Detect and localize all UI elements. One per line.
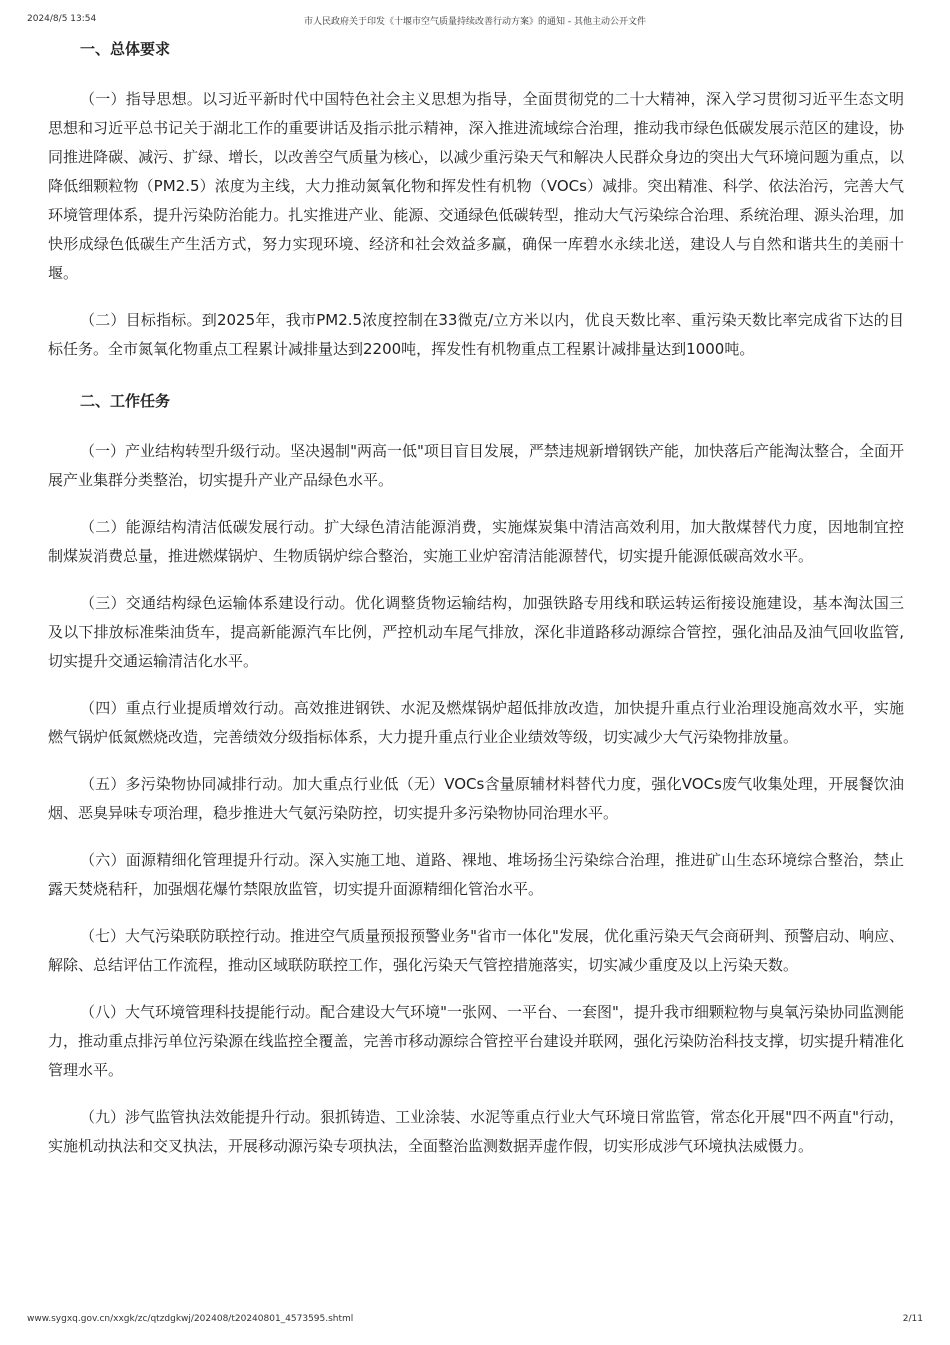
paragraph-task-1: （一）产业结构转型升级行动。坚决遏制"两高一低"项目盲目发展，严禁违规新增钢铁产能，加快落后产能淘汰整合，全面开展产业集群分类整治，切实提升产业产品绿色水平。 bbox=[48, 442, 904, 489]
paragraph-task-2: （二）能源结构清洁低碳发展行动。扩大绿色清洁能源消费，实施煤炭集中清洁高效利用，加大散煤替代力度，因地制宜控制煤炭消费总量，推进燃煤锅炉、生物质锅炉综合整治，实施工业炉窑清洁能源替代，切实提升能源低碳高效水平。 bbox=[48, 518, 904, 565]
print-footer bbox=[27, 1314, 923, 1328]
paragraph-target-indicators: （二）目标指标。到2025年，我市PM2.5浓度控制在33微克/立方米以内，优良天数比率、重污染天数比率完成省下达的目标任务。全市氮氧化物重点工程累计减排量达到2200吨，挥发性有机物重点工程累计减排量达到1000吨。 bbox=[48, 311, 904, 358]
section-heading-general-requirements: 一、总体要求 bbox=[80, 40, 171, 58]
paragraph-task-6: （六）面源精细化管理提升行动。深入实施工地、道路、裸地、堆场扬尘污染综合治理，推进矿山生态环境综合整治，禁止露天焚烧秸秆，加强烟花爆竹禁限放监管，切实提升面源精细化管治水平。 bbox=[48, 851, 904, 898]
page-url: www.sygxq.gov.cn/xxgk/zc/qtzdgkwj/202408/t20240801_4573595.shtml bbox=[27, 1314, 354, 1324]
paragraph-guiding-ideology: （一）指导思想。以习近平新时代中国特色社会主义思想为指导，全面贯彻党的二十大精神，深入学习贯彻习近平生态文明思想和习近平总书记关于湖北工作的重要讲话及指示批示精神，深入推进流域综合治理，推动我市绿色低碳发展示范区的建设，协同推进降碳、减污、扩绿、增长，以改善空气质量为核心，以减少重污染天气和解决人民群众身边的突出大气环境问题为重点，以降低细颗粒物（PM2.5）浓度为主线，大力推动氮氧化物和挥发性有机物（VOCs）减排。突出精准、科学、依法治污，完善大气环境管理体系，提升污染防治能力。扎实推进产业、能源、交通绿色低碳转型，推动大气污染综合治理、系统治理、源头治理，加快形成绿色低碳生产生活方式，努力实现环境、经济和社会效益多赢，确保一库碧水永续北送，建设人与自然和谐共生的美丽十堰。 bbox=[48, 90, 904, 282]
paragraph-task-9: （九）涉气监管执法效能提升行动。狠抓铸造、工业涂装、水泥等重点行业大气环境日常监管，常态化开展"四不两直"行动，实施机动执法和交叉执法，开展移动源污染专项执法，全面整治监测数据弄虚作假，切实形成涉气环境执法威慑力。 bbox=[48, 1108, 904, 1155]
paragraph-task-8: （八）大气环境管理科技提能行动。配合建设大气环境"一张网、一平台、一套图"，提升我市细颗粒物与臭氧污染协同监测能力，推动重点排污单位污染源在线监控全覆盖，完善市移动源综合管控平台建设并联网，强化污染防治科技支撑，切实提升精准化管理水平。 bbox=[48, 1003, 904, 1079]
paragraph-task-3: （三）交通结构绿色运输体系建设行动。优化调整货物运输结构，加强铁路专用线和联运转运衔接设施建设，基本淘汰国三及以下排放标准柴油货车，提高新能源汽车比例，严控机动车尾气排放，深化非道路移动源综合管控，强化油品及油气回收监管,切实提升交通运输清洁化水平。 bbox=[48, 594, 904, 670]
print-title: 市人民政府关于印发《十堰市空气质量持续改善行动方案》的通知 - 其他主动公开文件 bbox=[304, 17, 646, 27]
section-heading-work-tasks: 二、工作任务 bbox=[80, 392, 171, 410]
paragraph-task-7: （七）大气污染联防联控行动。推进空气质量预报预警业务"省市一体化"发展，优化重污染天气会商研判、预警启动、响应、解除、总结评估工作流程，推动区域联防联控工作，强化污染天气管控措施落实，切实减少重度及以上污染天数。 bbox=[48, 927, 904, 974]
document-body bbox=[48, 38, 904, 1179]
print-header bbox=[27, 14, 923, 28]
paragraph-task-4: （四）重点行业提质增效行动。高效推进钢铁、水泥及燃煤锅炉超低排放改造，加快提升重点行业治理设施高效水平，实施燃气锅炉低氮燃烧改造，完善绩效分级指标体系，大力提升重点行业企业绩效等级，切实减少大气污染物排放量。 bbox=[48, 699, 904, 746]
page-number: 2/11 bbox=[902, 1314, 923, 1324]
paragraph-task-5: （五）多污染物协同减排行动。加大重点行业低（无）VOCs含量原辅材料替代力度，强化VOCs废气收集处理，开展餐饮油烟、恶臭异味专项治理，稳步推进大气氨污染防控，切实提升多污染物协同治理水平。 bbox=[48, 775, 904, 822]
print-date: 2024/8/5 13:54 bbox=[27, 14, 97, 24]
